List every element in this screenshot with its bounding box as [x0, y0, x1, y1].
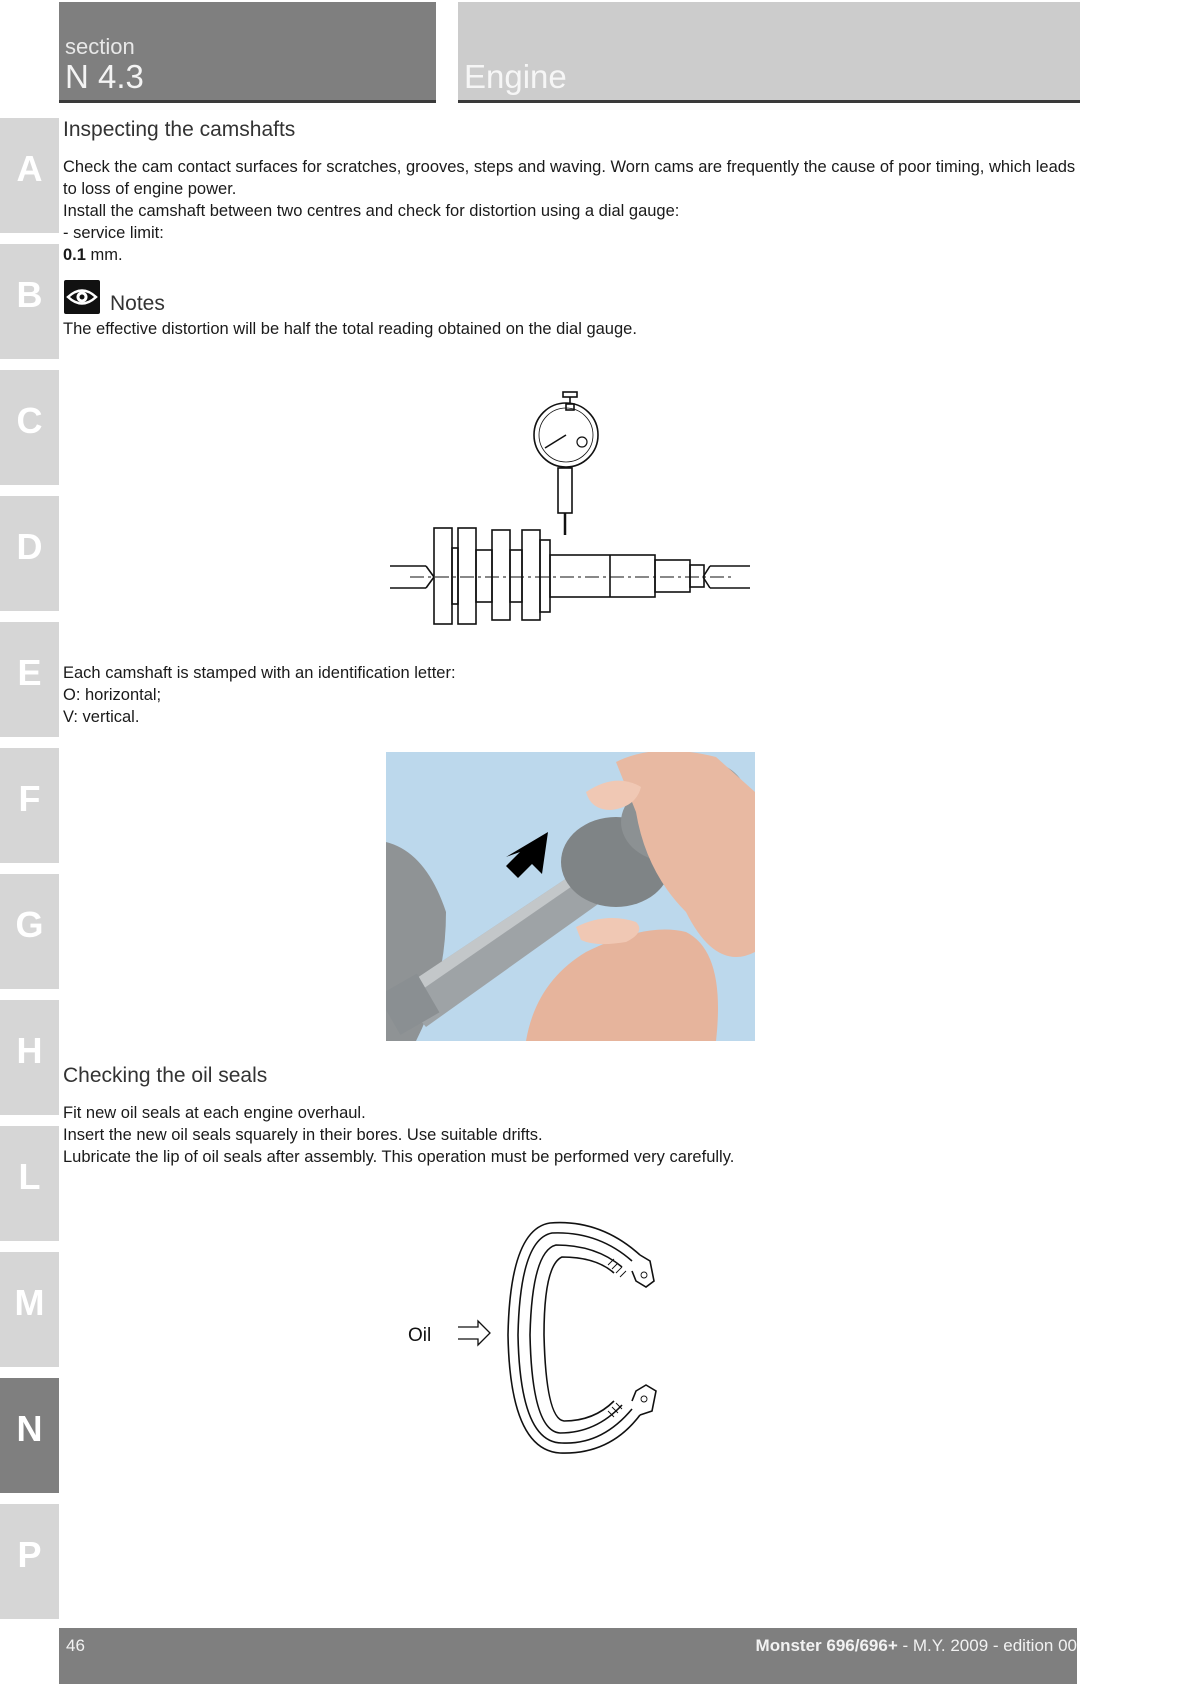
section-label: section — [65, 34, 135, 59]
oil-seals-paragraph: Insert the new oil seals squarely in their bores. Use suitable drifts. — [63, 1126, 543, 1144]
tab-b[interactable] — [0, 244, 59, 359]
oil-seals-heading: Checking the oil seals — [63, 1064, 268, 1087]
tab-d[interactable] — [0, 496, 59, 611]
oil-label: Oil — [408, 1325, 432, 1346]
notes-label: Notes — [110, 292, 165, 315]
tab-h[interactable] — [0, 1000, 59, 1115]
camshafts-heading: Inspecting the camshafts — [63, 118, 296, 141]
tab-letter: A — [16, 148, 43, 189]
tab-letter: L — [18, 1156, 41, 1197]
oil-seal-diagram — [400, 1215, 680, 1460]
section-number: N 4.3 — [65, 58, 144, 95]
eye-icon — [64, 280, 100, 314]
edition-info — [756, 1636, 1077, 1656]
service-limit — [63, 244, 1083, 266]
section-header — [59, 2, 436, 103]
page-footer — [59, 1628, 1077, 1684]
tab-n[interactable] — [0, 1378, 59, 1493]
tab-letter: B — [16, 274, 43, 315]
model-name: Monster 696/696+ — [755, 1636, 898, 1655]
edition-text: - M.Y. 2009 - edition 00 — [897, 1636, 1077, 1655]
camshaft-id-vertical: V: vertical. — [63, 708, 140, 726]
tab-p[interactable] — [0, 1504, 59, 1619]
tab-letter: G — [15, 904, 44, 945]
camshaft-id-horizontal: O: horizontal; — [63, 686, 162, 704]
tab-letter: D — [16, 526, 43, 567]
service-limit-value: 0.1 — [63, 246, 86, 264]
page-number: 46 — [66, 1636, 85, 1655]
oil-seals-paragraph: Fit new oil seals at each engine overhaul. — [63, 1104, 366, 1122]
tab-letter: N — [16, 1408, 43, 1449]
camshaft-id-intro: Each camshaft is stamped with an identification letter: — [63, 664, 456, 682]
chapter-title: Engine — [464, 58, 567, 95]
tab-g[interactable] — [0, 874, 59, 989]
tab-letter: P — [17, 1534, 42, 1575]
tab-letter: M — [14, 1282, 45, 1323]
oil-seals-paragraph: Lubricate the lip of oil seals after assembly. This operation must be performed very carefully. — [63, 1148, 735, 1166]
camshaft-dial-gauge-diagram — [390, 390, 755, 630]
tab-l[interactable] — [0, 1126, 59, 1241]
tab-letter: C — [16, 400, 43, 441]
tab-a[interactable] — [0, 118, 59, 233]
chapter-header — [458, 2, 1080, 103]
tab-letter: F — [18, 778, 41, 819]
camshafts-paragraph: Install the camshaft between two centres and check for distortion using a dial gauge: — [63, 202, 680, 220]
arrow-right-icon — [458, 1321, 490, 1345]
camshafts-paragraph: Check the cam contact surfaces for scratches, grooves, steps and waving. Worn cams are frequently the cause of poor timing, which leads to loss of engine power. — [63, 158, 1076, 198]
service-limit-unit: mm. — [85, 246, 123, 264]
tab-e[interactable] — [0, 622, 59, 737]
tab-f[interactable] — [0, 748, 59, 863]
tab-m[interactable] — [0, 1252, 59, 1367]
camshaft-identification-photo — [386, 752, 755, 1041]
camshafts-paragraph: - service limit: — [63, 224, 164, 242]
tab-c[interactable] — [0, 370, 59, 485]
notes-text: The effective distortion will be half the total reading obtained on the dial gauge. — [63, 320, 637, 338]
tab-letter: H — [16, 1030, 43, 1071]
tab-letter: E — [17, 652, 42, 693]
